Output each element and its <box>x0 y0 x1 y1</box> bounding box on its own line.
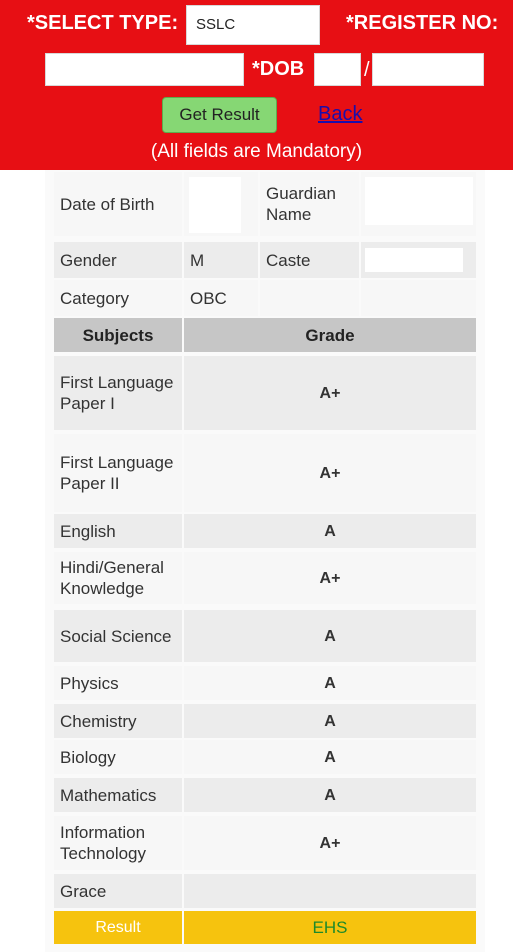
back-link[interactable]: Back <box>318 103 363 125</box>
select-type-label: *SELECT TYPE: <box>27 12 179 34</box>
subject-name: First Language Paper II <box>54 434 182 512</box>
mandatory-note: (All fields are Mandatory) <box>150 141 363 162</box>
subject-name: Hindi/General Knowledge <box>54 552 182 604</box>
gender-label: Gender <box>54 242 182 278</box>
dob-separator: / <box>364 59 370 81</box>
get-result-button[interactable]: Get Result <box>162 97 277 133</box>
select-type-field[interactable] <box>186 5 320 45</box>
subject-name: English <box>54 514 182 548</box>
result-label: Result <box>54 911 182 944</box>
dob-day-input[interactable] <box>314 53 361 86</box>
subject-grade: A <box>184 514 476 548</box>
select-type-value: SSLC <box>196 16 236 33</box>
subject-grade: A <box>184 666 476 700</box>
subject-grade: A <box>184 778 476 812</box>
dob-detail-label: Date of Birth <box>54 172 182 236</box>
subject-grade: A+ <box>184 816 476 870</box>
subject-grade: A <box>184 704 476 738</box>
caste-label: Caste <box>260 242 359 278</box>
dob-month-year-input[interactable] <box>372 53 484 86</box>
category-value: OBC <box>184 280 258 316</box>
subject-grade: A <box>184 740 476 774</box>
register-no-input[interactable] <box>45 53 244 86</box>
subject-name: Biology <box>54 740 182 774</box>
subject-name: Social Science <box>54 610 182 662</box>
dob-detail-value <box>189 177 241 233</box>
subjects-header: Subjects <box>54 318 182 352</box>
guardian-name-label: Guardian Name <box>260 172 359 236</box>
register-no-label: *REGISTER NO: <box>346 12 499 34</box>
subject-name: First Language Paper I <box>54 356 182 430</box>
guardian-name-value <box>365 177 473 225</box>
subject-name: Physics <box>54 666 182 700</box>
subject-grade: A+ <box>184 356 476 430</box>
subject-name: Mathematics <box>54 778 182 812</box>
caste-value <box>365 248 463 272</box>
search-form-header <box>0 0 513 170</box>
grade-header: Grade <box>184 318 476 352</box>
category-empty-cell-1 <box>260 280 359 316</box>
subject-grade: A <box>184 610 476 662</box>
grace-label: Grace <box>54 874 182 908</box>
dob-detail-cell <box>184 172 258 236</box>
grace-value <box>184 874 476 908</box>
caste-cell <box>361 242 476 278</box>
category-label: Category <box>54 280 182 316</box>
result-panel <box>45 170 485 952</box>
gender-value: M <box>184 242 258 278</box>
result-value: EHS <box>184 911 476 944</box>
dob-label: *DOB <box>252 58 305 80</box>
subject-name: Information Technology <box>54 816 182 870</box>
subject-name: Chemistry <box>54 704 182 738</box>
category-empty-cell-2 <box>361 280 476 316</box>
subject-grade: A+ <box>184 434 476 512</box>
subject-grade: A+ <box>184 552 476 604</box>
guardian-name-cell <box>361 172 476 236</box>
